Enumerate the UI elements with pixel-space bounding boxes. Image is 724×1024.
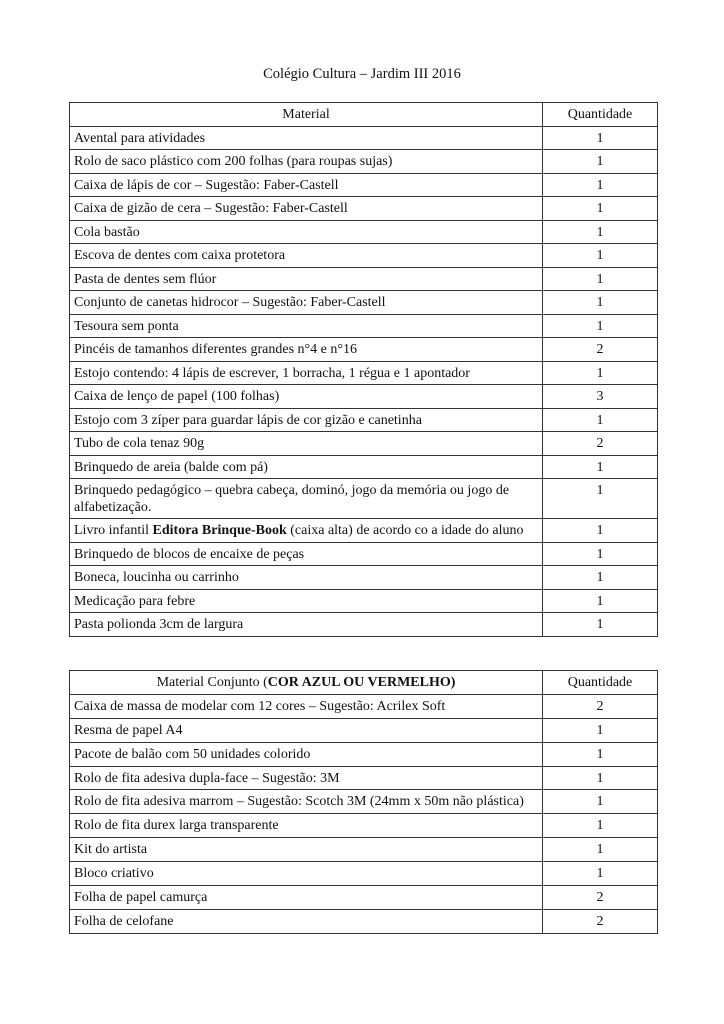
quantity-cell: 1: [543, 742, 658, 766]
table-row: [70, 408, 658, 432]
material-cell: Brinquedo pedagógico – quebra cabeça, dominó, jogo da memória ou jogo de alfabetização.: [70, 479, 543, 519]
page-title: Colégio Cultura – Jardim III 2016: [263, 66, 461, 82]
quantity-cell: 2: [543, 909, 658, 933]
quantity-cell: 2: [543, 694, 658, 718]
quantity-column-header: Quantidade: [543, 671, 658, 695]
quantity-cell: 1: [543, 291, 658, 315]
quantity-cell: 1: [543, 267, 658, 291]
quantity-cell: 1: [543, 838, 658, 862]
table-row: [70, 385, 658, 409]
quantity-cell: 2: [543, 886, 658, 910]
table-row: [70, 886, 658, 910]
table-row: [70, 314, 658, 338]
quantity-cell: 1: [543, 814, 658, 838]
quantity-cell: 2: [543, 338, 658, 362]
material-cell: Resma de papel A4: [70, 718, 543, 742]
materials-table-body: [70, 103, 658, 637]
material-cell: Avental para atividades: [70, 126, 543, 150]
table-row: [70, 291, 658, 315]
header-color-note: COR AZUL OU VERMELHO): [267, 675, 456, 691]
quantity-cell: 1: [543, 220, 658, 244]
quantity-cell: 1: [543, 150, 658, 174]
shared-materials-table-body: [70, 671, 658, 934]
table-row: [70, 361, 658, 385]
material-cell: Folha de papel camurça: [70, 886, 543, 910]
quantity-cell: 1: [543, 613, 658, 637]
table-row: [70, 338, 658, 362]
table-row: [70, 814, 658, 838]
material-cell: Folha de celofane: [70, 909, 543, 933]
material-column-header: [70, 671, 543, 695]
table-row: [70, 742, 658, 766]
material-cell: Pasta polionda 3cm de largura: [70, 613, 543, 637]
header-label: Material Conjunto (: [156, 675, 268, 691]
quantity-cell: 1: [543, 126, 658, 150]
quantity-cell: 1: [543, 566, 658, 590]
table-row: [70, 455, 658, 479]
material-cell: Cola bastão: [70, 220, 543, 244]
material-cell: Caixa de lenço de papel (100 folhas): [70, 385, 543, 409]
material-cell: Boneca, loucinha ou carrinho: [70, 566, 543, 590]
material-cell: Estojo contendo: 4 lápis de escrever, 1 borracha, 1 régua e 1 apontador: [70, 361, 543, 385]
quantity-cell: 1: [543, 408, 658, 432]
quantity-cell: 1: [543, 455, 658, 479]
table-header-row: [70, 671, 658, 695]
quantity-cell: 1: [543, 361, 658, 385]
quantity-cell: 1: [543, 790, 658, 814]
table-row: [70, 244, 658, 268]
material-cell: Rolo de fita adesiva marrom – Sugestão: Scotch 3M (24mm x 50m não plástica): [70, 790, 543, 814]
material-cell: Conjunto de canetas hidrocor – Sugestão: Faber-Castell: [70, 291, 543, 315]
table-row: [70, 479, 658, 519]
material-cell: Brinquedo de blocos de encaixe de peças: [70, 542, 543, 566]
material-cell: [70, 519, 543, 543]
quantity-column-header: Quantidade: [543, 103, 658, 127]
table-row: [70, 519, 658, 543]
table-row: [70, 862, 658, 886]
materials-table: [69, 102, 658, 637]
material-cell: Pasta de dentes sem flúor: [70, 267, 543, 291]
material-cell: Caixa de gizão de cera – Sugestão: Faber-Castell: [70, 197, 543, 221]
quantity-cell: 1: [543, 479, 658, 519]
quantity-cell: 1: [543, 766, 658, 790]
material-cell: Medicação para febre: [70, 589, 543, 613]
table-row: [70, 267, 658, 291]
table-row: [70, 566, 658, 590]
table-row: [70, 718, 658, 742]
quantity-cell: 1: [543, 542, 658, 566]
table-row: [70, 197, 658, 221]
material-cell: Tesoura sem ponta: [70, 314, 543, 338]
table-row: [70, 589, 658, 613]
quantity-cell: 1: [543, 314, 658, 338]
table-row: [70, 909, 658, 933]
material-cell: Kit do artista: [70, 838, 543, 862]
table-row: [70, 838, 658, 862]
table-row: [70, 150, 658, 174]
quantity-cell: 3: [543, 385, 658, 409]
quantity-cell: 2: [543, 432, 658, 456]
quantity-cell: 1: [543, 718, 658, 742]
material-cell: Bloco criativo: [70, 862, 543, 886]
table-row: [70, 542, 658, 566]
material-cell: Brinquedo de areia (balde com pá): [70, 455, 543, 479]
publisher-name: Editora Brinque-Book: [152, 523, 287, 538]
table-row: [70, 432, 658, 456]
material-text: (caixa alta) de acordo co a idade do aluno: [286, 523, 524, 538]
table-row: [70, 173, 658, 197]
material-cell: Caixa de massa de modelar com 12 cores – Sugestão: Acrilex Soft: [70, 694, 543, 718]
material-cell: Pincéis de tamanhos diferentes grandes n°4 e n°16: [70, 338, 543, 362]
table-row: [70, 126, 658, 150]
material-column-header: Material: [70, 103, 543, 127]
material-cell: Rolo de fita durex larga transparente: [70, 814, 543, 838]
quantity-cell: 1: [543, 173, 658, 197]
quantity-cell: 1: [543, 589, 658, 613]
material-cell: Tubo de cola tenaz 90g: [70, 432, 543, 456]
table-row: [70, 694, 658, 718]
quantity-cell: 1: [543, 519, 658, 543]
table-header-row: [70, 103, 658, 127]
material-cell: Caixa de lápis de cor – Sugestão: Faber-Castell: [70, 173, 543, 197]
material-cell: Rolo de saco plástico com 200 folhas (para roupas sujas): [70, 150, 543, 174]
material-cell: Estojo com 3 zíper para guardar lápis de cor gizão e canetinha: [70, 408, 543, 432]
material-cell: Escova de dentes com caixa protetora: [70, 244, 543, 268]
table-row: [70, 613, 658, 637]
material-text: Livro infantil: [74, 523, 153, 538]
table-row: [70, 220, 658, 244]
material-cell: Pacote de balão com 50 unidades colorido: [70, 742, 543, 766]
quantity-cell: 1: [543, 197, 658, 221]
material-cell: Rolo de fita adesiva dupla-face – Sugestão: 3M: [70, 766, 543, 790]
quantity-cell: 1: [543, 244, 658, 268]
quantity-cell: 1: [543, 862, 658, 886]
table-row: [70, 790, 658, 814]
table-row: [70, 766, 658, 790]
shared-materials-table: [69, 670, 658, 934]
